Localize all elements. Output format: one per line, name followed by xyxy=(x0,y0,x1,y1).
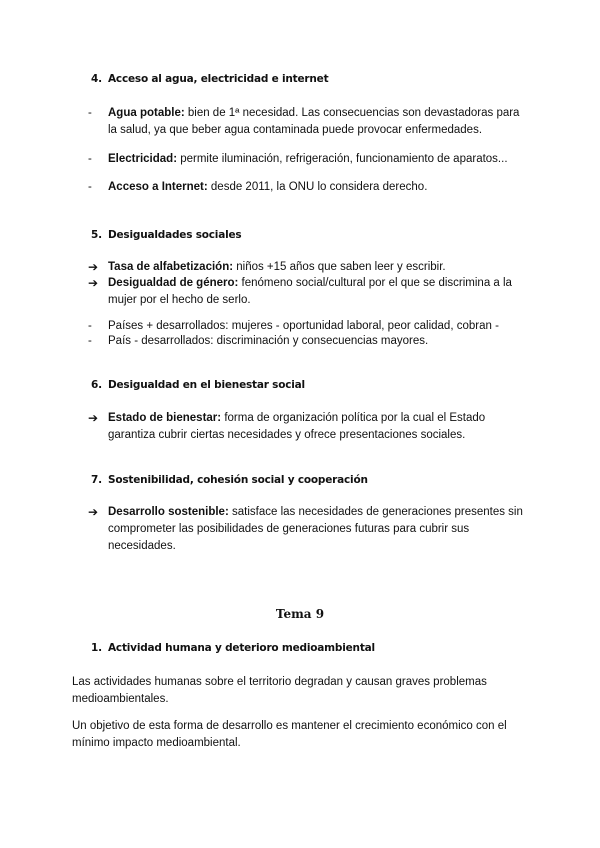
item-term: Tasa de alfabetización: xyxy=(108,261,234,273)
section-number: 1. xyxy=(91,642,102,654)
arrow-icon: ➔ xyxy=(88,411,99,425)
list-item xyxy=(88,105,528,139)
section-title: Desigualdades sociales xyxy=(108,229,242,241)
section-title: Desigualdad en el bienestar social xyxy=(108,379,305,391)
dash-marker: - xyxy=(88,181,92,193)
item-text: permite iluminación, refrigeración, funcionamiento de aparatos... xyxy=(177,153,508,165)
section-4-heading xyxy=(91,71,328,88)
list-item xyxy=(88,275,528,309)
dash-marker: - xyxy=(88,335,92,347)
paragraph: Las actividades humanas sobre el territorio degradan y causan graves problemas medioambientales. xyxy=(72,676,487,705)
section-number: 7. xyxy=(91,474,102,486)
item-text: Países + desarrollados: mujeres - oportunidad laboral, peor calidad, cobran - xyxy=(108,320,499,332)
dash-marker: - xyxy=(88,107,92,119)
item-text: desde 2011, la ONU lo considera derecho. xyxy=(207,181,428,193)
item-term: Desarrollo sostenible: xyxy=(108,506,229,518)
section-7-heading xyxy=(91,472,368,489)
page-title: Tema 9 xyxy=(275,607,325,621)
item-text: País - desarrollados: discriminación y consecuencias mayores. xyxy=(108,335,429,347)
list-item xyxy=(88,504,528,555)
dash-marker: - xyxy=(88,320,92,332)
item-text: fenómeno social/cultural por el que se discrimina a la mujer por el hecho de serlo. xyxy=(108,277,512,306)
list-item xyxy=(88,179,528,196)
item-text: forma de organización política por la cual el Estado garantiza cubrir ciertas necesidades y ofrece presentaciones sociales. xyxy=(108,412,486,441)
arrow-icon: ➔ xyxy=(88,505,99,519)
item-term: Desigualdad de género: xyxy=(108,277,239,289)
item-term: Acceso a Internet: xyxy=(108,181,208,193)
list-item xyxy=(88,333,528,350)
list-item xyxy=(88,151,528,168)
section-1-heading xyxy=(91,640,375,657)
section-title: Acceso al agua, electricidad e internet xyxy=(108,73,329,85)
arrow-icon: ➔ xyxy=(88,276,99,290)
item-term: Agua potable: xyxy=(108,107,185,119)
list-item xyxy=(88,410,528,444)
item-text: satisface las necesidades de generaciones presentes sin comprometer las posibilidades de generaciones futuras para cubrir sus necesidades. xyxy=(108,506,523,552)
item-term: Electricidad: xyxy=(108,153,178,165)
item-term: Estado de bienestar: xyxy=(108,412,222,424)
paragraph: Un objetivo de esta forma de desarrollo es mantener el crecimiento económico con el mínimo impacto medioambiental. xyxy=(72,720,507,749)
list-item xyxy=(88,259,528,276)
item-text: bien de 1ª necesidad. Las consecuencias son devastadoras para la salud, ya que beber agua contaminada puede provocar enfermedades. xyxy=(108,107,520,136)
arrow-icon: ➔ xyxy=(88,260,99,274)
section-number: 5. xyxy=(91,229,102,241)
section-number: 4. xyxy=(91,73,102,85)
section-title: Sostenibilidad, cohesión social y cooperación xyxy=(108,474,368,486)
section-number: 6. xyxy=(91,379,102,391)
section-6-heading xyxy=(91,377,305,394)
section-title: Actividad humana y deterioro medioambiental xyxy=(108,642,375,654)
dash-marker: - xyxy=(88,153,92,165)
item-text: niños +15 años que saben leer y escribir. xyxy=(233,261,446,273)
section-5-heading xyxy=(91,227,241,244)
